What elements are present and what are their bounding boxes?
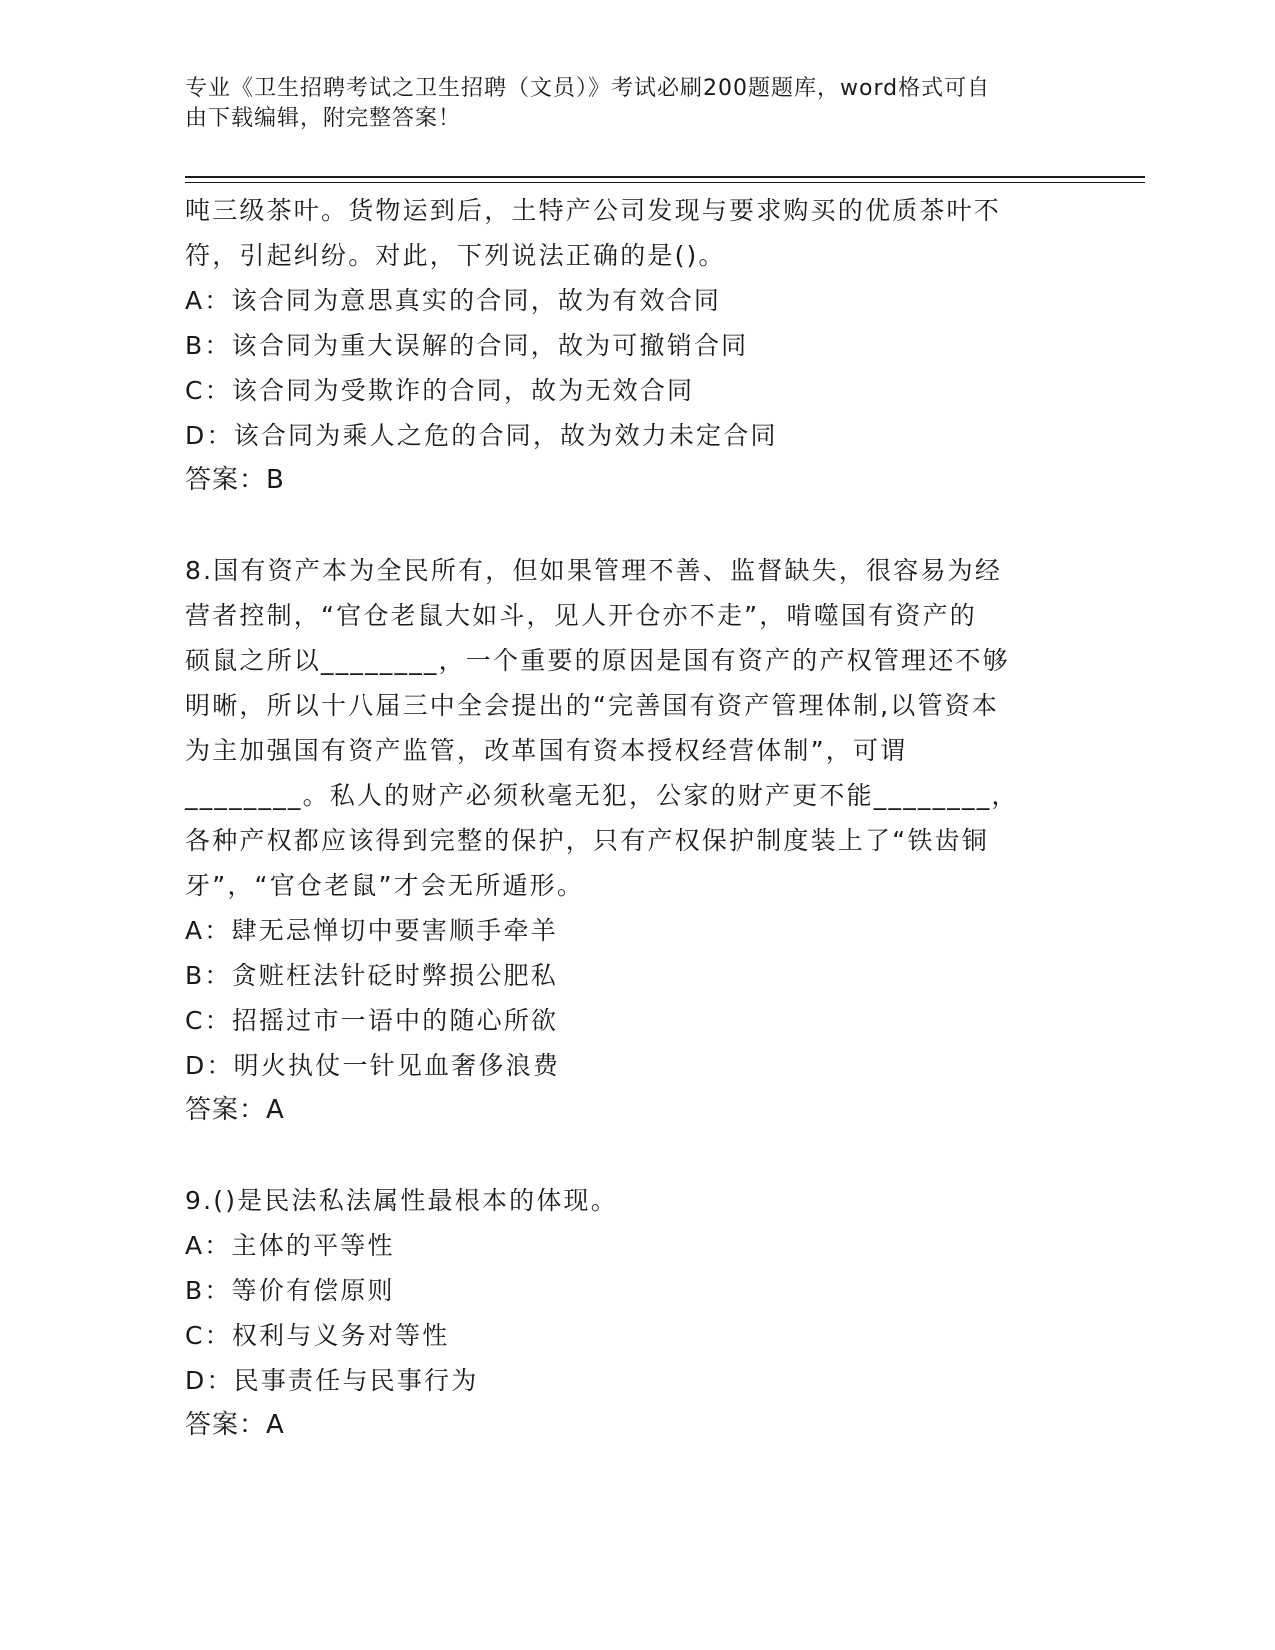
question-8-stem-line: ________。私人的财产必须秋毫无犯，公家的财产更不能________， bbox=[185, 781, 1019, 810]
question-7-option-c: C：该合同为受欺诈的合同，故为无效合同 bbox=[185, 376, 695, 405]
question-8-stem-line: 8.国有资产本为全民所有，但如果管理不善、监督缺失，很容易为经 bbox=[185, 556, 1003, 585]
header-rule-thin bbox=[185, 182, 1145, 183]
header-line-2: 由下载编辑，附完整答案！ bbox=[185, 106, 462, 131]
question-8-stem-line: 营者控制，“官仓老鼠大如斗，见人开仓亦不走”，啃噬国有资产的 bbox=[185, 601, 977, 630]
question-9-option-c: C：权利与义务对等性 bbox=[185, 1321, 450, 1350]
question-7-answer: 答案：B bbox=[185, 465, 285, 495]
question-8-stem-line: 硕鼠之所以________，一个重要的原因是国有资产的产权管理还不够 bbox=[185, 646, 1010, 675]
question-content bbox=[185, 188, 1065, 1448]
question-8-option-d: D：明火执仗一针见血奢侈浪费 bbox=[185, 1051, 561, 1080]
question-7-option-a: A：该合同为意思真实的合同，故为有效合同 bbox=[185, 286, 722, 315]
question-8-option-b: B：贪赃枉法针砭时弊损公肥私 bbox=[185, 961, 558, 990]
question-7-option-b: B：该合同为重大误解的合同，故为可撤销合同 bbox=[185, 331, 749, 360]
question-9-answer: 答案：A bbox=[185, 1410, 285, 1440]
question-8-option-a: A：肆无忌惮切中要害顺手牵羊 bbox=[185, 916, 558, 945]
spacer bbox=[185, 1133, 1065, 1178]
question-9-option-a: A：主体的平等性 bbox=[185, 1231, 395, 1260]
question-8-stem-line: 牙”，“官仓老鼠”才会无所遁形。 bbox=[185, 871, 585, 900]
question-7-stem-line: 符，引起纠纷。对此，下列说法正确的是()。 bbox=[185, 241, 726, 270]
question-8 bbox=[185, 548, 1065, 1133]
question-7 bbox=[185, 188, 1065, 503]
question-8-stem-line: 明晰，所以十八届三中全会提出的“完善国有资产管理体制,以管资本 bbox=[185, 691, 1000, 720]
question-8-stem-line: 各种产权都应该得到完整的保护，只有产权保护制度装上了“铁齿铜 bbox=[185, 826, 989, 855]
page-header bbox=[185, 74, 1065, 134]
question-8-option-c: C：招摇过市一语中的随心所欲 bbox=[185, 1006, 559, 1035]
question-9-option-d: D：民事责任与民事行为 bbox=[185, 1366, 479, 1395]
question-9-option-b: B：等价有偿原则 bbox=[185, 1276, 395, 1305]
question-8-answer: 答案：A bbox=[185, 1095, 285, 1125]
spacer bbox=[185, 503, 1065, 548]
question-8-stem-line: 为主加强国有资产监管，改革国有资本授权经营体制”，可谓 bbox=[185, 736, 908, 765]
header-line-1: 专业《卫生招聘考试之卫生招聘（文员）》考试必刷200题题库，word格式可自 bbox=[185, 76, 991, 101]
question-9 bbox=[185, 1178, 1065, 1448]
question-7-stem-line: 吨三级茶叶。货物运到后，土特产公司发现与要求购买的优质茶叶不 bbox=[185, 196, 1002, 225]
header-rule-thick bbox=[185, 176, 1145, 178]
question-7-option-d: D：该合同为乘人之危的合同，故为效力未定合同 bbox=[185, 421, 778, 450]
question-9-stem-line: 9.()是民法私法属性最根本的体现。 bbox=[185, 1186, 618, 1215]
